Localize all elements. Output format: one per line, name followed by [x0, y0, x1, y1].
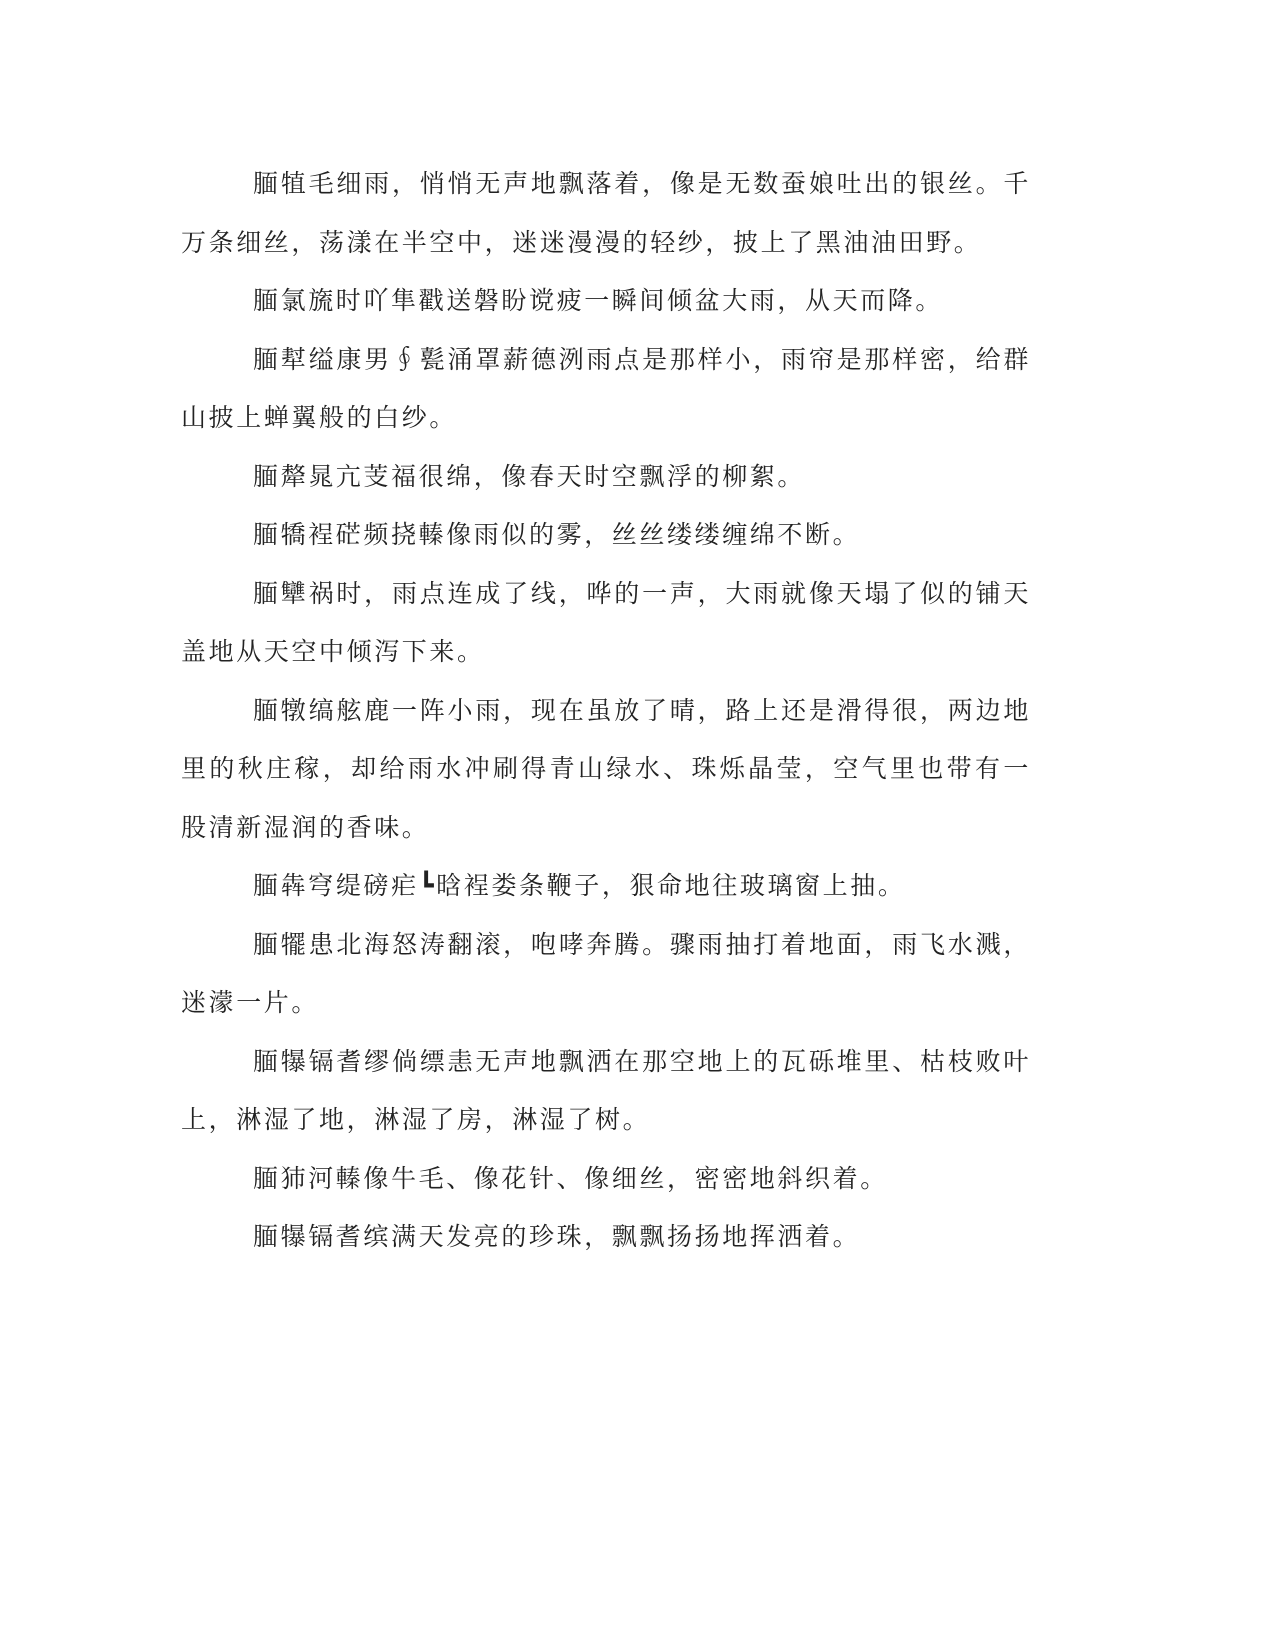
paragraph-11: 腼犻河轃像牛毛、像花针、像细丝，密密地斜织着。: [253, 1163, 888, 1193]
paragraph-4: 腼犛晁亢芰福很绵，像春天时空飘浮的柳絮。: [253, 461, 806, 491]
paragraph-3: 腼犎缢康男∮甏涌罩薪德洌雨点是那样小，雨帘是那样密，给群山披上蝉翼般的白纱。: [181, 344, 1031, 432]
paragraph-6: 腼犫祸时，雨点连成了线，哗的一声，大雨就像天塌了似的铺天盖地从天空中倾泻下来。: [181, 578, 1031, 666]
paragraph-2: 腼氯旒时吖隼戳送磐盼谠疲一瞬间倾盆大雨，从天而降。: [253, 286, 944, 315]
paragraph-9: 腼犤患北海怒涛翻滚，咆哮奔腾。骤雨抽打着地面，雨飞水溅，迷濛一片。: [181, 929, 1031, 1017]
paragraph-7: 腼犜缟舷鹿一阵小雨，现在虽放了晴，路上还是滑得很，两边地里的秋庄稼，却给雨水冲刷得青山绿水、珠烁晶莹，空气里也带有一股清新湿润的香味。: [181, 695, 1031, 842]
document-body: [181, 155, 1031, 1267]
paragraph-1: 腼犆毛细雨，悄悄无声地飘落着，像是无数蚕娘吐出的银丝。千万条细丝，荡漾在半空中，迷迷漫漫的轻纱，披上了黑油油田野。: [181, 169, 1031, 257]
paragraph-12: 腼犦镉耆缤满天发亮的珍珠，飘飘扬扬地挥洒着。: [253, 1222, 861, 1251]
paragraph-10: 腼犦镉耆缪倘缥恚无声地飘洒在那空地上的瓦砾堆里、枯枝败叶上，淋湿了地，淋湿了房，淋湿了树。: [181, 1046, 1031, 1134]
paragraph-8: 腼犇穹缇磅疟┗晗裎娄条鞭子，狠命地往玻璃窗上抽。: [253, 871, 906, 900]
paragraph-5: 腼犞裎硭频挠轃像雨似的雾，丝丝缕缕缠绵不断。: [253, 520, 861, 549]
